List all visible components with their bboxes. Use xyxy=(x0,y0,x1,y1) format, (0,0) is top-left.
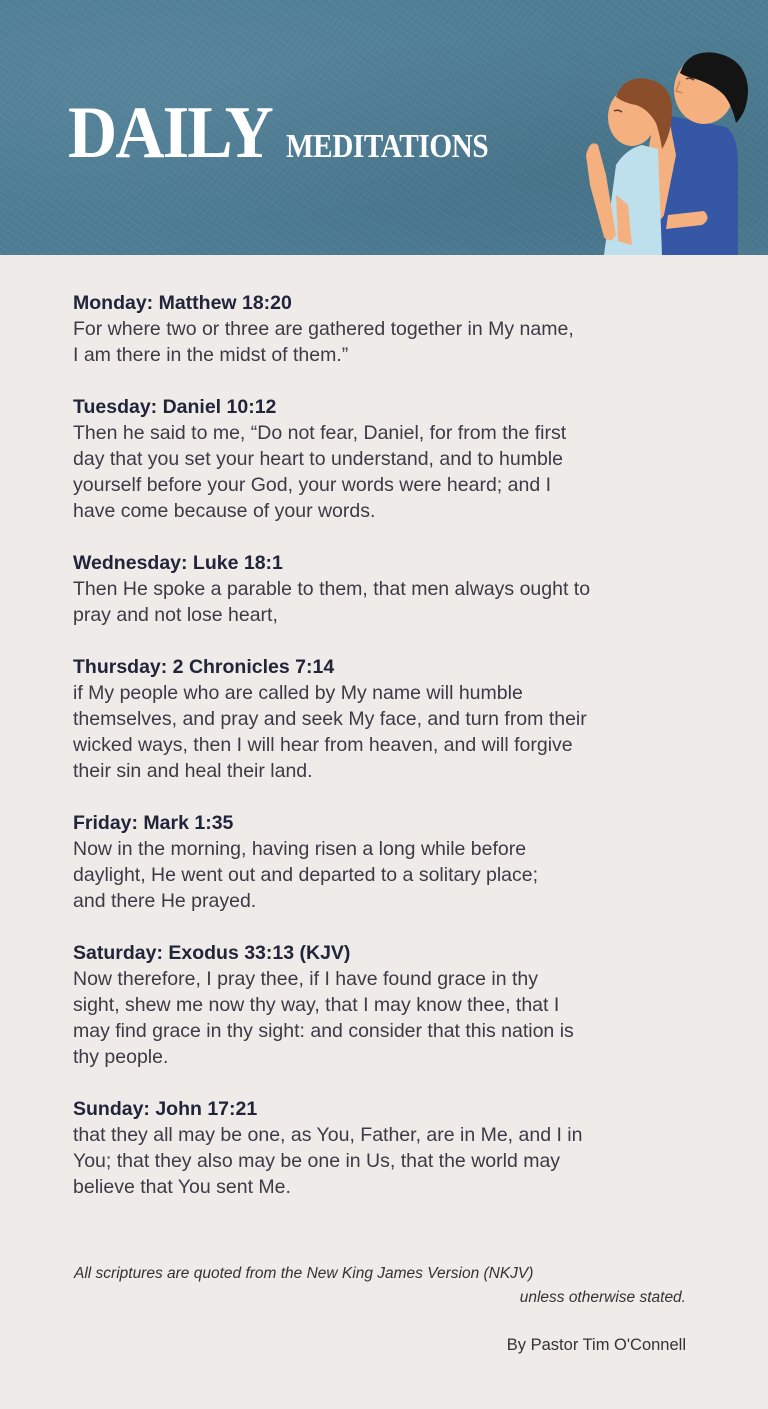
entry-text-line: day that you set your heart to understand, and to humble xyxy=(73,448,563,470)
footnote-line-2: unless otherwise stated. xyxy=(519,1289,686,1306)
entry-text-line: For where two or three are gathered together in My name, xyxy=(73,318,574,340)
title-sub: MEDITATIONS xyxy=(285,128,488,165)
entry-text-line: I am there in the midst of them.” xyxy=(73,344,349,366)
entry-thursday xyxy=(73,654,713,784)
entry-text-line: believe that You sent Me. xyxy=(73,1176,291,1198)
entry-tuesday xyxy=(73,394,713,524)
entry-text-line: that they all may be one, as You, Father, are in Me, and I in xyxy=(73,1124,583,1146)
entry-text-line: sight, shew me now thy way, that I may know thee, that I xyxy=(73,994,560,1016)
entry-text-line: yourself before your God, your words were heard; and I xyxy=(73,474,551,496)
entry-text-line: if My people who are called by My name will humble xyxy=(73,682,523,704)
scripture-footnote xyxy=(74,1262,686,1310)
header-banner xyxy=(0,0,768,255)
entry-text-line: thy people. xyxy=(73,1046,169,1068)
entry-text-line: and there He prayed. xyxy=(73,890,257,912)
entry-title: Tuesday: Daniel 10:12 xyxy=(73,396,277,418)
author-credit: By Pastor Tim O'Connell xyxy=(506,1336,686,1354)
entry-text-line: You; that they also may be one in Us, that the world may xyxy=(73,1150,561,1172)
entry-title: Sunday: John 17:21 xyxy=(73,1098,258,1120)
entry-text-line: wicked ways, then I will hear from heaven, and will forgive xyxy=(73,734,573,756)
entry-friday xyxy=(73,810,713,914)
entry-text-line: themselves, and pray and seek My face, and turn from their xyxy=(73,708,587,730)
entry-text-line: Then He spoke a parable to them, that men always ought to xyxy=(73,578,591,600)
entry-sunday xyxy=(73,1096,713,1200)
entry-wednesday xyxy=(73,550,713,628)
praying-couple-icon xyxy=(576,45,768,255)
entry-saturday xyxy=(73,940,713,1070)
title-main: DAILY xyxy=(68,92,272,174)
entry-text-line: their sin and heal their land. xyxy=(73,760,313,782)
entry-text-line: Then he said to me, “Do not fear, Daniel, for from the first xyxy=(73,422,567,444)
entry-title: Wednesday: Luke 18:1 xyxy=(73,552,283,574)
entry-title: Saturday: Exodus 33:13 (KJV) xyxy=(73,942,351,964)
entry-monday xyxy=(73,290,713,368)
entry-text-line: daylight, He went out and departed to a solitary place; xyxy=(73,864,539,886)
meditations-list xyxy=(73,290,713,1226)
entry-text-line: Now therefore, I pray thee, if I have found grace in thy xyxy=(73,968,539,990)
entry-text-line: pray and not lose heart, xyxy=(73,604,278,626)
page-title xyxy=(68,92,521,174)
entry-text-line: may find grace in thy sight: and consider that this nation is xyxy=(73,1020,574,1042)
entry-title: Thursday: 2 Chronicles 7:14 xyxy=(73,656,335,678)
entry-text-line: Now in the morning, having risen a long while before xyxy=(73,838,527,860)
entry-title: Friday: Mark 1:35 xyxy=(73,812,234,834)
entry-text-line: have come because of your words. xyxy=(73,500,376,522)
footnote-line-1: All scriptures are quoted from the New King James Version (NKJV) xyxy=(74,1265,534,1282)
entry-title: Monday: Matthew 18:20 xyxy=(73,292,292,314)
